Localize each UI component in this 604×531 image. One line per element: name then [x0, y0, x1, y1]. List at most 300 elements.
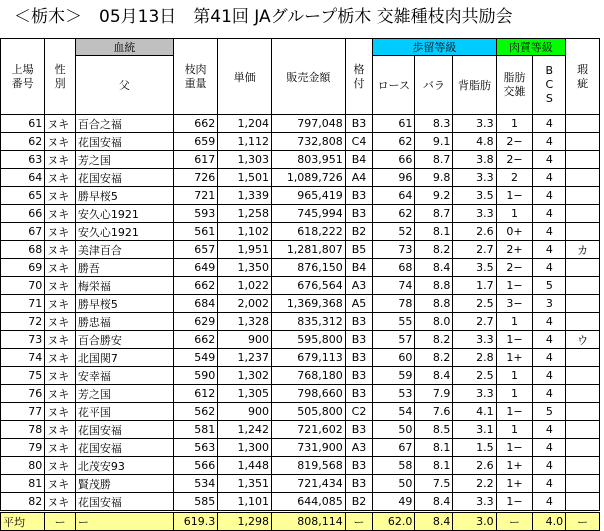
cell-grade: B2 — [345, 493, 372, 512]
cell-rib: 7.9 — [415, 385, 453, 403]
average-label: 平均 — [1, 512, 45, 531]
cell-defect — [566, 223, 600, 241]
cell-fat: 2.8 — [453, 349, 496, 367]
cell-fat: 3.8 — [453, 151, 496, 169]
cell-weight: 593 — [173, 205, 217, 223]
cell-grade: C4 — [345, 133, 372, 151]
cell-father: 梅栄福 — [75, 277, 173, 295]
table-row — [1, 385, 600, 403]
cell-defect — [566, 367, 600, 385]
cell-loin: 73 — [373, 241, 415, 259]
cell-fat: 3.3 — [453, 331, 496, 349]
average-rib: 8.4 — [415, 512, 453, 531]
cell-marbling: 1 — [496, 205, 533, 223]
cell-amount: 721,434 — [271, 475, 345, 493]
cell-price: 1,328 — [218, 313, 272, 331]
cell-bcs: 4 — [533, 367, 566, 385]
header-marbling: 脂肪 交雑 — [496, 56, 533, 115]
table-row — [1, 439, 600, 457]
cell-weight: 562 — [173, 403, 217, 421]
cell-rib: 8.4 — [415, 493, 453, 512]
table-row — [1, 475, 600, 493]
cell-weight: 563 — [173, 439, 217, 457]
table-row — [1, 367, 600, 385]
cell-sex: ヌキ — [45, 385, 76, 403]
cell-rib: 8.1 — [415, 439, 453, 457]
header-unit-price: 単価 — [218, 39, 272, 115]
header-weight: 枝肉 重量 — [173, 39, 217, 115]
cell-sex: ヌキ — [45, 439, 76, 457]
cell-sex: ヌキ — [45, 403, 76, 421]
table-row — [1, 205, 600, 223]
cell-rib: 8.4 — [415, 259, 453, 277]
cell-weight: 549 — [173, 349, 217, 367]
cell-amount: 731,900 — [271, 439, 345, 457]
cell-fat: 2.2 — [453, 475, 496, 493]
table-body — [1, 115, 600, 512]
cell-loin: 59 — [373, 367, 415, 385]
cell-rib: 9.1 — [415, 133, 453, 151]
cell-amount: 595,800 — [271, 331, 345, 349]
cell-marbling: 1+ — [496, 349, 533, 367]
cell-rib: 9.8 — [415, 169, 453, 187]
cell-amount: 819,568 — [271, 457, 345, 475]
cell-amount: 505,800 — [271, 403, 345, 421]
cell-father: 花国安福 — [75, 493, 173, 512]
cell-sex: ヌキ — [45, 349, 76, 367]
table-row — [1, 421, 600, 439]
cell-no: 69 — [1, 259, 45, 277]
cell-no: 64 — [1, 169, 45, 187]
cell-price: 1,303 — [218, 151, 272, 169]
cell-price: 1,204 — [218, 115, 272, 133]
cell-marbling: 1− — [496, 187, 533, 205]
cell-rib: 8.2 — [415, 349, 453, 367]
cell-father: 花国安福 — [75, 169, 173, 187]
cell-defect — [566, 259, 600, 277]
cell-father: 百合勝安 — [75, 331, 173, 349]
cell-father: 安幸福 — [75, 367, 173, 385]
cell-fat: 2.6 — [453, 457, 496, 475]
cell-loin: 58 — [373, 457, 415, 475]
cell-loin: 96 — [373, 169, 415, 187]
cell-fat: 4.1 — [453, 403, 496, 421]
cell-weight: 566 — [173, 457, 217, 475]
cell-father: 安久心1921 — [75, 205, 173, 223]
cell-marbling: 1− — [496, 439, 533, 457]
cell-weight: 659 — [173, 133, 217, 151]
cell-bcs: 4 — [533, 115, 566, 133]
cell-price: 1,300 — [218, 439, 272, 457]
cell-defect — [566, 493, 600, 512]
cell-price: 1,951 — [218, 241, 272, 259]
cell-fat: 3.3 — [453, 169, 496, 187]
header-no: 上場 番号 — [1, 39, 45, 115]
header-amount: 販売金額 — [271, 39, 345, 115]
cell-loin: 62 — [373, 133, 415, 151]
cell-father: 花国安福 — [75, 421, 173, 439]
cell-bcs: 4 — [533, 187, 566, 205]
header-bcs: B C S — [533, 56, 566, 115]
cell-father: 勝忠福 — [75, 313, 173, 331]
cell-fat: 2.7 — [453, 313, 496, 331]
table-row — [1, 403, 600, 421]
cell-defect — [566, 403, 600, 421]
table-row — [1, 295, 600, 313]
cell-loin: 52 — [373, 223, 415, 241]
cell-no: 72 — [1, 313, 45, 331]
cell-grade: B3 — [345, 313, 372, 331]
cell-bcs: 5 — [533, 277, 566, 295]
cell-marbling: 2+ — [496, 241, 533, 259]
average-amount: 808,114 — [271, 512, 345, 531]
cell-bcs: 4 — [533, 439, 566, 457]
cell-rib: 8.2 — [415, 241, 453, 259]
header-quality-grade: 肉質等級 — [496, 39, 566, 56]
cell-defect — [566, 457, 600, 475]
cell-amount: 745,994 — [271, 205, 345, 223]
cell-marbling: 2 — [496, 169, 533, 187]
cell-fat: 1.7 — [453, 277, 496, 295]
header-row-top — [1, 39, 600, 56]
cell-marbling: 0+ — [496, 223, 533, 241]
cell-grade: B2 — [345, 223, 372, 241]
table-row — [1, 133, 600, 151]
cell-fat: 2.5 — [453, 367, 496, 385]
cell-grade: A4 — [345, 169, 372, 187]
cell-amount: 1,281,807 — [271, 241, 345, 259]
average-weight: 619.3 — [173, 512, 217, 531]
cell-price: 1,112 — [218, 133, 272, 151]
cell-defect — [566, 133, 600, 151]
cell-marbling: 1− — [496, 331, 533, 349]
cell-weight: 590 — [173, 367, 217, 385]
cell-rib: 7.5 — [415, 475, 453, 493]
average-bcs: 4.0 — [533, 512, 566, 531]
header-grade: 格 付 — [345, 39, 372, 115]
header-lineage: 血統 — [75, 39, 173, 56]
cell-rib: 7.6 — [415, 403, 453, 421]
cell-father: 安久心1921 — [75, 223, 173, 241]
cell-marbling: 1 — [496, 385, 533, 403]
table-row — [1, 241, 600, 259]
cell-amount: 679,113 — [271, 349, 345, 367]
table-row — [1, 349, 600, 367]
cell-father: 北茂安93 — [75, 457, 173, 475]
cell-defect: カ — [566, 241, 600, 259]
cell-price: 900 — [218, 403, 272, 421]
cell-amount: 797,048 — [271, 115, 345, 133]
cell-fat: 3.3 — [453, 205, 496, 223]
cell-bcs: 5 — [533, 403, 566, 421]
cell-no: 66 — [1, 205, 45, 223]
table-row — [1, 457, 600, 475]
cell-bcs: 4 — [533, 313, 566, 331]
cell-price: 1,339 — [218, 187, 272, 205]
cell-defect — [566, 115, 600, 133]
header-sex: 性 別 — [45, 39, 76, 115]
cell-price: 1,448 — [218, 457, 272, 475]
average-marbling: ー — [496, 512, 533, 531]
cell-loin: 64 — [373, 187, 415, 205]
table-row — [1, 115, 600, 133]
cell-weight: 585 — [173, 493, 217, 512]
cell-bcs: 4 — [533, 151, 566, 169]
cell-loin: 68 — [373, 259, 415, 277]
cell-price: 1,101 — [218, 493, 272, 512]
cell-father: 芳之国 — [75, 385, 173, 403]
cell-weight: 684 — [173, 295, 217, 313]
cell-weight: 612 — [173, 385, 217, 403]
cell-bcs: 4 — [533, 421, 566, 439]
cell-no: 74 — [1, 349, 45, 367]
cell-marbling: 1 — [496, 367, 533, 385]
cell-father: 花平国 — [75, 403, 173, 421]
cell-loin: 61 — [373, 115, 415, 133]
cell-price: 1,242 — [218, 421, 272, 439]
cell-loin: 74 — [373, 277, 415, 295]
cell-bcs: 4 — [533, 259, 566, 277]
cell-sex: ヌキ — [45, 367, 76, 385]
cell-father: 美津百合 — [75, 241, 173, 259]
cell-fat: 2.6 — [453, 223, 496, 241]
average-grade: ー — [345, 512, 372, 531]
page-title: ＜栃木＞ 05月13日 第41回 JAグループ栃木 交雑種枝肉共励会 — [14, 7, 513, 27]
cell-amount: 618,222 — [271, 223, 345, 241]
cell-grade: B3 — [345, 187, 372, 205]
cell-rib: 8.3 — [415, 115, 453, 133]
cell-weight: 726 — [173, 169, 217, 187]
cell-price: 1,305 — [218, 385, 272, 403]
cell-sex: ヌキ — [45, 205, 76, 223]
cell-father: 花国安福 — [75, 439, 173, 457]
cell-rib: 8.7 — [415, 151, 453, 169]
cell-grade: A3 — [345, 439, 372, 457]
average-loin: 62.0 — [373, 512, 415, 531]
cell-loin: 78 — [373, 295, 415, 313]
cell-no: 61 — [1, 115, 45, 133]
cell-defect — [566, 187, 600, 205]
cell-price: 1,022 — [218, 277, 272, 295]
cell-sex: ヌキ — [45, 421, 76, 439]
cell-father: 賢茂勝 — [75, 475, 173, 493]
cell-marbling: 1+ — [496, 457, 533, 475]
cell-bcs: 4 — [533, 493, 566, 512]
cell-marbling: 2− — [496, 151, 533, 169]
header-rib: バラ — [415, 56, 453, 115]
cell-loin: 49 — [373, 493, 415, 512]
cell-amount: 835,312 — [271, 313, 345, 331]
table-row — [1, 277, 600, 295]
table-row — [1, 259, 600, 277]
average-fat: 3.0 — [453, 512, 496, 531]
cell-sex: ヌキ — [45, 187, 76, 205]
cell-fat: 2.5 — [453, 295, 496, 313]
cell-defect: ウ — [566, 331, 600, 349]
cell-loin: 50 — [373, 421, 415, 439]
cell-amount: 644,085 — [271, 493, 345, 512]
cell-grade: B5 — [345, 241, 372, 259]
cell-weight: 721 — [173, 187, 217, 205]
cell-price: 2,002 — [218, 295, 272, 313]
cell-no: 73 — [1, 331, 45, 349]
header-yield-grade: 歩留等級 — [373, 39, 496, 56]
table-row — [1, 187, 600, 205]
cell-price: 1,258 — [218, 205, 272, 223]
cell-fat: 3.5 — [453, 259, 496, 277]
cell-amount: 965,419 — [271, 187, 345, 205]
cell-weight: 561 — [173, 223, 217, 241]
cell-amount: 798,660 — [271, 385, 345, 403]
cell-fat: 3.3 — [453, 493, 496, 512]
cell-price: 1,501 — [218, 169, 272, 187]
cell-weight: 534 — [173, 475, 217, 493]
cell-bcs: 4 — [533, 349, 566, 367]
cell-grade: B3 — [345, 205, 372, 223]
cell-bcs: 4 — [533, 457, 566, 475]
cell-amount: 732,808 — [271, 133, 345, 151]
cell-father: 芳之国 — [75, 151, 173, 169]
cell-no: 79 — [1, 439, 45, 457]
cell-defect — [566, 439, 600, 457]
cell-loin: 57 — [373, 331, 415, 349]
cell-sex: ヌキ — [45, 169, 76, 187]
average-row — [1, 512, 600, 531]
cell-marbling: 1− — [496, 403, 533, 421]
cell-price: 1,237 — [218, 349, 272, 367]
cell-price: 1,351 — [218, 475, 272, 493]
cell-grade: B3 — [345, 331, 372, 349]
table-row — [1, 493, 600, 512]
cell-loin: 66 — [373, 151, 415, 169]
average-price: 1,298 — [218, 512, 272, 531]
cell-amount: 676,564 — [271, 277, 345, 295]
cell-grade: B3 — [345, 349, 372, 367]
cell-grade: B4 — [345, 259, 372, 277]
cell-price: 1,302 — [218, 367, 272, 385]
cell-fat: 3.3 — [453, 385, 496, 403]
cell-loin: 62 — [373, 205, 415, 223]
cell-grade: B3 — [345, 385, 372, 403]
cell-weight: 629 — [173, 313, 217, 331]
cell-weight: 662 — [173, 277, 217, 295]
cell-price: 1,102 — [218, 223, 272, 241]
cell-loin: 60 — [373, 349, 415, 367]
header-fat: 背脂肪 — [453, 56, 496, 115]
cell-marbling: 3− — [496, 295, 533, 313]
cell-bcs: 4 — [533, 241, 566, 259]
table-row — [1, 313, 600, 331]
cell-fat: 1.5 — [453, 439, 496, 457]
cell-rib: 9.2 — [415, 187, 453, 205]
cell-amount: 876,150 — [271, 259, 345, 277]
cell-bcs: 4 — [533, 331, 566, 349]
cell-loin: 54 — [373, 403, 415, 421]
cell-price: 900 — [218, 331, 272, 349]
cell-sex: ヌキ — [45, 295, 76, 313]
table-row — [1, 151, 600, 169]
cell-sex: ヌキ — [45, 475, 76, 493]
cell-marbling: 2− — [496, 133, 533, 151]
cell-sex: ヌキ — [45, 457, 76, 475]
cell-grade: B4 — [345, 151, 372, 169]
cell-bcs: 4 — [533, 205, 566, 223]
cell-fat: 2.7 — [453, 241, 496, 259]
cell-loin: 67 — [373, 439, 415, 457]
cell-fat: 3.5 — [453, 187, 496, 205]
cell-amount: 768,180 — [271, 367, 345, 385]
cell-weight: 581 — [173, 421, 217, 439]
cell-marbling: 1 — [496, 421, 533, 439]
cell-defect — [566, 205, 600, 223]
cell-sex: ヌキ — [45, 223, 76, 241]
table-row — [1, 169, 600, 187]
cell-defect — [566, 349, 600, 367]
cell-price: 1,350 — [218, 259, 272, 277]
cell-sex: ヌキ — [45, 151, 76, 169]
cell-amount: 721,602 — [271, 421, 345, 439]
cell-sex: ヌキ — [45, 331, 76, 349]
cell-grade: B3 — [345, 475, 372, 493]
cell-loin: 50 — [373, 475, 415, 493]
cell-defect — [566, 385, 600, 403]
header-father: 父 — [75, 56, 173, 115]
header-defect: 瑕 疵 — [566, 39, 600, 115]
cell-defect — [566, 295, 600, 313]
cell-rib: 8.1 — [415, 223, 453, 241]
cell-marbling: 2− — [496, 259, 533, 277]
cell-weight: 657 — [173, 241, 217, 259]
cell-rib: 8.2 — [415, 331, 453, 349]
cell-grade: B3 — [345, 421, 372, 439]
cell-bcs: 4 — [533, 385, 566, 403]
cell-sex: ヌキ — [45, 115, 76, 133]
cell-defect — [566, 421, 600, 439]
cell-grade: B3 — [345, 115, 372, 133]
cell-defect — [566, 475, 600, 493]
cell-no: 67 — [1, 223, 45, 241]
results-table — [0, 38, 600, 531]
cell-father: 百合之福 — [75, 115, 173, 133]
cell-father: 勝早桜5 — [75, 187, 173, 205]
cell-father: 勝早桜5 — [75, 295, 173, 313]
table-row — [1, 331, 600, 349]
cell-sex: ヌキ — [45, 313, 76, 331]
cell-grade: B3 — [345, 457, 372, 475]
cell-grade: C2 — [345, 403, 372, 421]
cell-bcs: 4 — [533, 169, 566, 187]
cell-fat: 4.8 — [453, 133, 496, 151]
cell-no: 75 — [1, 367, 45, 385]
cell-no: 70 — [1, 277, 45, 295]
cell-grade: A5 — [345, 295, 372, 313]
cell-rib: 8.7 — [415, 205, 453, 223]
cell-weight: 662 — [173, 115, 217, 133]
cell-defect — [566, 169, 600, 187]
cell-no: 68 — [1, 241, 45, 259]
cell-sex: ヌキ — [45, 493, 76, 512]
cell-rib: 8.8 — [415, 277, 453, 295]
cell-sex: ヌキ — [45, 241, 76, 259]
cell-no: 80 — [1, 457, 45, 475]
cell-sex: ヌキ — [45, 133, 76, 151]
cell-marbling: 1 — [496, 115, 533, 133]
cell-amount: 1,369,368 — [271, 295, 345, 313]
table-row — [1, 223, 600, 241]
cell-defect — [566, 277, 600, 295]
cell-no: 63 — [1, 151, 45, 169]
cell-weight: 649 — [173, 259, 217, 277]
